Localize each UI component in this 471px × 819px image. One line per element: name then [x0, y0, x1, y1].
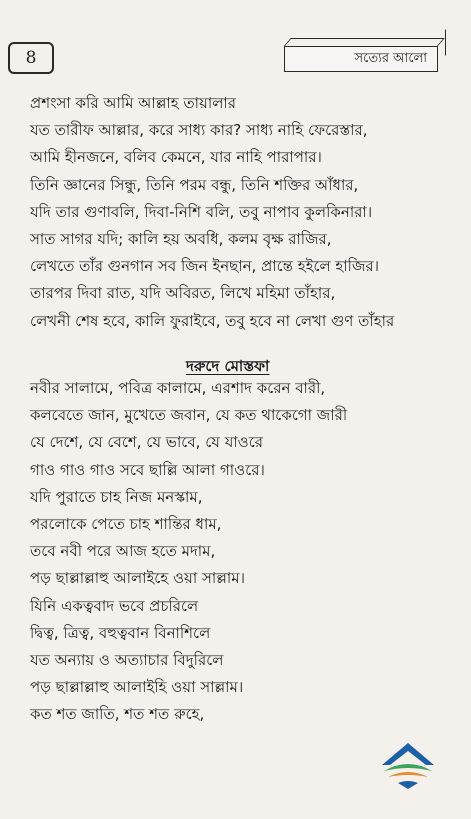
- verse-line: যত তারীফ আল্লার, করে সাধ্য কার? সাধ্য নাহি ফেরেস্তার,: [30, 121, 368, 140]
- verse-line: পড় ছাল্লাল্লাহু আলাইহে ওয়া সাল্লাম।: [30, 569, 245, 588]
- verse-line: পড় ছাল্লাল্লাহু আলাইহি ওয়া সাল্লাম।: [30, 678, 244, 697]
- verse-line: কত শত জাতি, শত শত রুহে,: [30, 705, 205, 724]
- publisher-logo-icon: [376, 735, 440, 791]
- verse-line: তারপর দিবা রাত, যদি অবিরত, লিখে মহিমা তাঁহার,: [30, 284, 336, 303]
- verse-line: আমি হীনজনে, বলিব কেমনে, যার নাহি পারাপার।: [30, 148, 322, 167]
- verse-line: গাও গাও গাও সবে ছাল্লি আলা গাওরে।: [30, 460, 265, 479]
- verse-line: লেখতে তাঁর গুনগান সব জিন ইনছান, প্রান্তে হইলে হাজির।: [30, 257, 379, 276]
- verse-line: তিনি জ্ঞানের সিন্ধু, তিনি পরম বন্ধু, তিনি শক্তির আঁধার,: [30, 175, 359, 194]
- verse-line: পরলোকে পেতে চাহ শান্তির ধাম,: [30, 514, 222, 533]
- verse-line: লেখনী শেষ হবে, কালি ফুরাইবে, তবু হবে না লেখা গুণ তাঁহার: [30, 311, 395, 330]
- verse-line: প্রশংসা করি আমি আল্লাহ তায়ালার: [30, 94, 236, 112]
- verse-line: কলবেতে জান, মুখেতে জবান, যে কত থাকেগো জারী: [30, 406, 348, 425]
- verse-block-2: [30, 375, 450, 728]
- header-title: সত্যের আলো: [354, 50, 427, 66]
- verse-line: যত অন্যায় ও অত্যাচার বিদুরিলে: [30, 650, 224, 669]
- verse-block-1: [30, 90, 450, 335]
- section-heading: দরুদে মোস্তফা: [186, 357, 270, 375]
- verse-line: যদি পুরাতে চাহ নিজ মনস্কাম,: [30, 487, 203, 506]
- page-number-text: 8: [25, 48, 37, 68]
- verse-line: তবে নবী পরে আজ হতে মদাম,: [30, 542, 216, 561]
- verse-line: যে দেশে, যে বেশে, যে ভাবে, যে যাওরে: [30, 433, 264, 452]
- running-header: [284, 46, 438, 72]
- verse-line: দ্বিত্ব, ত্রিত্ব, বহুত্ববান বিনাশিলে: [30, 623, 211, 642]
- verse-line: যদি তার গুণাবলি, দিবা-নিশি বলি, তবু নাপাব কুলকিনারা।: [30, 202, 373, 221]
- verse-line: নবীর সালামে, পবিত্র কালামে, এরশাদ করেন বারী,: [30, 379, 326, 397]
- page-number: [8, 42, 54, 74]
- verse-line: সাত সাগর যদি; কালি হয় অবধি, কলম বৃক্ষ রাজির,: [30, 229, 332, 248]
- verse-line: যিনি একত্ববাদ ভবে প্রচরিলে: [30, 596, 199, 615]
